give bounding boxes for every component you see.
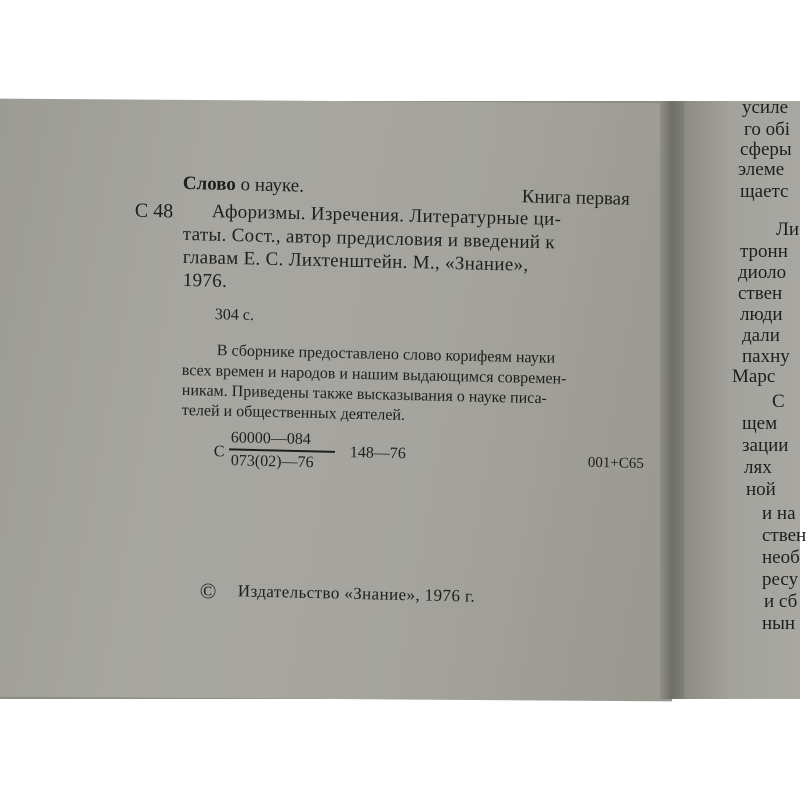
right-page-fragment: дали xyxy=(742,325,780,346)
right-page-fragment: щаетс xyxy=(740,181,789,202)
right-page-fragment: необ xyxy=(762,547,800,568)
classification-mark: 001+С65 xyxy=(587,454,644,473)
index-code: С 48 xyxy=(134,199,174,223)
right-page-fragment: диоло xyxy=(738,262,787,283)
abstract-line-4: телей и общественных деятелей. xyxy=(181,401,406,424)
classification-prefix: С xyxy=(213,443,225,461)
right-page-fragment: тронн xyxy=(740,241,788,262)
abstract-line-1: В сборнике предоставлено слово корифеям науки xyxy=(216,342,556,367)
book-gutter xyxy=(660,101,686,699)
right-page-fragment: усиле xyxy=(742,97,789,118)
page-count: 304 с. xyxy=(214,306,255,325)
right-page-fragment: го обі xyxy=(744,119,791,140)
entry-line-4: 1976. xyxy=(182,269,228,292)
copyright-text: Издательство «Знание», 1976 г. xyxy=(237,581,476,606)
series-title: Слово о науке. xyxy=(182,172,305,197)
abstract-line-3: никам. Приведены также высказывания о науке писа- xyxy=(181,381,548,408)
right-page-fragment: ствен xyxy=(738,283,783,304)
right-page-fragment: Марс xyxy=(732,366,776,387)
classification-denominator: 073(02)—76 xyxy=(230,452,314,472)
right-page-fragment: лях xyxy=(744,457,772,478)
entry-line-1: Афоризмы. Изречения. Литературные ци- xyxy=(211,201,562,231)
left-page xyxy=(0,99,672,702)
right-page-fragment: Ли xyxy=(776,219,800,240)
entry-line-3: главам Е. С. Лихтенштейн. М., «Знание», xyxy=(182,246,529,276)
book-photo xyxy=(0,97,806,699)
entry-line-2: таты. Сост., автор предисловия и введений к xyxy=(182,223,556,254)
classification-numerator: 60000—084 xyxy=(230,429,311,449)
right-page-fragment: и сб xyxy=(764,591,798,612)
right-page-fragment: С xyxy=(772,391,785,412)
book-part: Книга первая xyxy=(521,186,630,210)
right-page-fragment: ресу xyxy=(762,569,799,590)
right-page-fragment: нын xyxy=(762,613,796,634)
right-page-fragment: пахну xyxy=(742,346,790,367)
right-page-fragment: ной xyxy=(746,479,776,500)
right-page xyxy=(684,97,806,699)
abstract-line-2: всех времен и народов и нашим выдающимся современ- xyxy=(181,361,567,388)
right-page-fragment: люди xyxy=(740,304,783,325)
copyright-icon: © xyxy=(199,578,217,604)
right-page-fragment: ствен xyxy=(762,525,806,546)
right-page-fragment: зации xyxy=(742,435,789,456)
right-page-fragment: сферы xyxy=(740,139,792,160)
right-page-fragment: и на xyxy=(762,503,796,524)
classification-code: 148—76 xyxy=(349,444,406,463)
right-page-fragment: щем xyxy=(742,413,778,434)
right-page-fragment: элеме xyxy=(738,159,785,180)
